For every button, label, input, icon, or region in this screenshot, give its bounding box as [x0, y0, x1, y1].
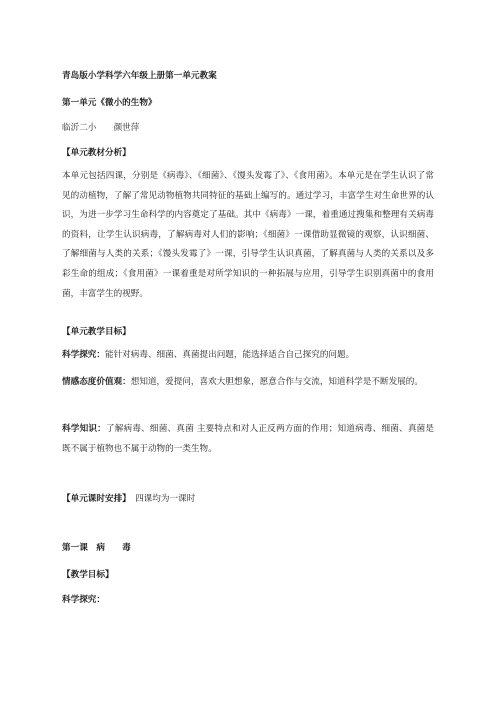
lesson1-inquiry: 科学探究：: [62, 595, 105, 605]
goal-knowledge-label: 科学知识：: [62, 424, 106, 434]
goal-knowledge: [62, 420, 434, 459]
goal-knowledge-text: 了解病毒、细菌、真菌 主要特点和对人正反两方面的作用；知道病毒、细菌、真菌是既不属于植物也不属于动物的一类生物。: [62, 424, 434, 454]
unit-heading: 第一单元《微小的生物》: [62, 98, 157, 108]
analysis-paragraph: 本单元包括四课，分别是《病毒》、《细菌》、《馒头发霉了》、《食用菌》。本单元是在学生认识了常见的动植物，了解了常见动物植物共同特征的基础上编写的。通过学习，丰富学生对生命世界的认识，为进一步学习生命科学的内容奠定了基础。其中《病毒》一课，着重通过搜集和整理有关病毒的资料，让学生认识病毒，了解病毒对人们的影响；《细菌》一课借助显微镜的观察，认识细菌、了解细菌与人类的关系；《馒头发霉了》一课，引导学生认识真菌，了解真菌与人类的关系以及多彩生命的组成；《食用菌》一课着重是对所学知识的一种拓展与应用，引导学生识别真菌中的食用菌，丰富学生的视野。: [62, 171, 434, 299]
goal-attitude-label: 情感态度价值观：: [62, 377, 131, 387]
section-heading-goals: 【单元教学目标】: [62, 327, 131, 337]
goal-inquiry-text: 能针对病毒、细菌、真菌提出问题，能选择适合自己探究的问题。: [104, 350, 355, 360]
author-line: 临沂二小 颜世萍: [62, 123, 140, 133]
section-heading-analysis: 【单元教材分析】: [62, 148, 131, 158]
document-title: 青岛版小学科学六年级上册第一单元教案: [62, 71, 217, 81]
lesson1-heading: 第一课 病 毒: [62, 543, 131, 553]
goal-inquiry: [62, 346, 434, 366]
section-heading-schedule: 【单元课时安排】: [62, 494, 127, 504]
schedule-line: [62, 493, 195, 505]
goal-attitude: [62, 373, 434, 393]
goal-inquiry-label: 科学探究：: [62, 350, 105, 360]
goal-attitude-text: 想知道，爱提问，喜欢大胆想象，愿意合作与交流，知道科学是不断发展的。: [130, 377, 423, 387]
lesson1-goals-heading: 【教学目标】: [62, 570, 114, 580]
schedule-text: 四课均为一课时: [135, 494, 196, 504]
